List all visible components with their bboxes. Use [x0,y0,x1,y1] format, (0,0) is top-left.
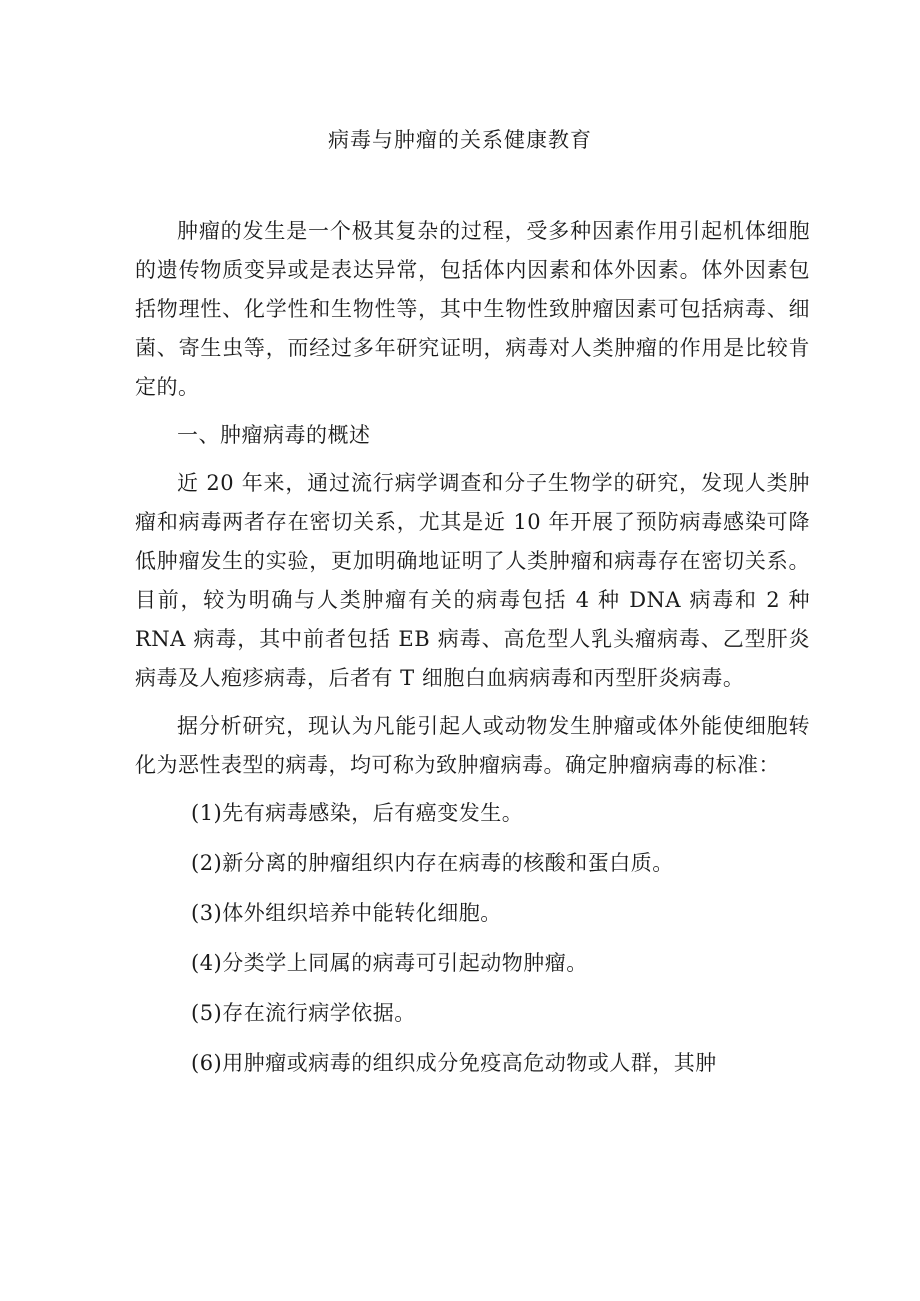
criteria-item: (6)用肿瘤或病毒的组织成分免疫高危动物或人群，其肿 [191,1051,717,1075]
criteria-item: (1)先有病毒感染，后有癌变发生。 [191,801,524,825]
paragraph-intro: 肿瘤的发生是一个极其复杂的过程，受多种因素作用引起机体细胞的遗传物质变异或是表达异常，包括体内因素和体外因素。体外因素包括物理性、化学性和生物性等，其中生物性致肿瘤因素可包括病毒、细菌、寄生虫等，而经过多年研究证明，病毒对人类肿瘤的作用是比较肯定的。 [135,219,810,399]
criteria-item: (4)分类学上同属的病毒可引起动物肿瘤。 [191,951,588,975]
document-body [135,212,810,1094]
section-heading-overview: 一、肿瘤病毒的概述 [177,423,371,447]
document-title: 病毒与肿瘤的关系健康教育 [328,128,592,152]
criteria-item: (5)存在流行病学依据。 [191,1001,416,1025]
criteria-item: (3)体外组织培养中能转化细胞。 [191,901,502,925]
paragraph-research: 近 20 年来，通过流行病学调查和分子生物学的研究，发现人类肿瘤和病毒两者存在密切关系，尤其是近 10 年开展了预防病毒感染可降低肿瘤发生的实验，更加明确地证明了人类肿瘤和病毒存在密切关系。目前，较为明确与人类肿瘤有关的病毒包括 4 种 DNA 病毒和 2 种 RNA 病毒，其中前者包括 EB 病毒、高危型人乳头瘤病毒、乙型肝炎病毒及人疱疹病毒，后者有 T 细胞白血病病毒和丙型肝炎病毒。 [135,471,810,690]
criteria-item: (2)新分离的肿瘤组织内存在病毒的核酸和蛋白质。 [191,851,674,875]
paragraph-definition: 据分析研究，现认为凡能引起人或动物发生肿瘤或体外能使细胞转化为恶性表型的病毒，均可称为致肿瘤病毒。确定肿瘤病毒的标准： [135,714,810,777]
